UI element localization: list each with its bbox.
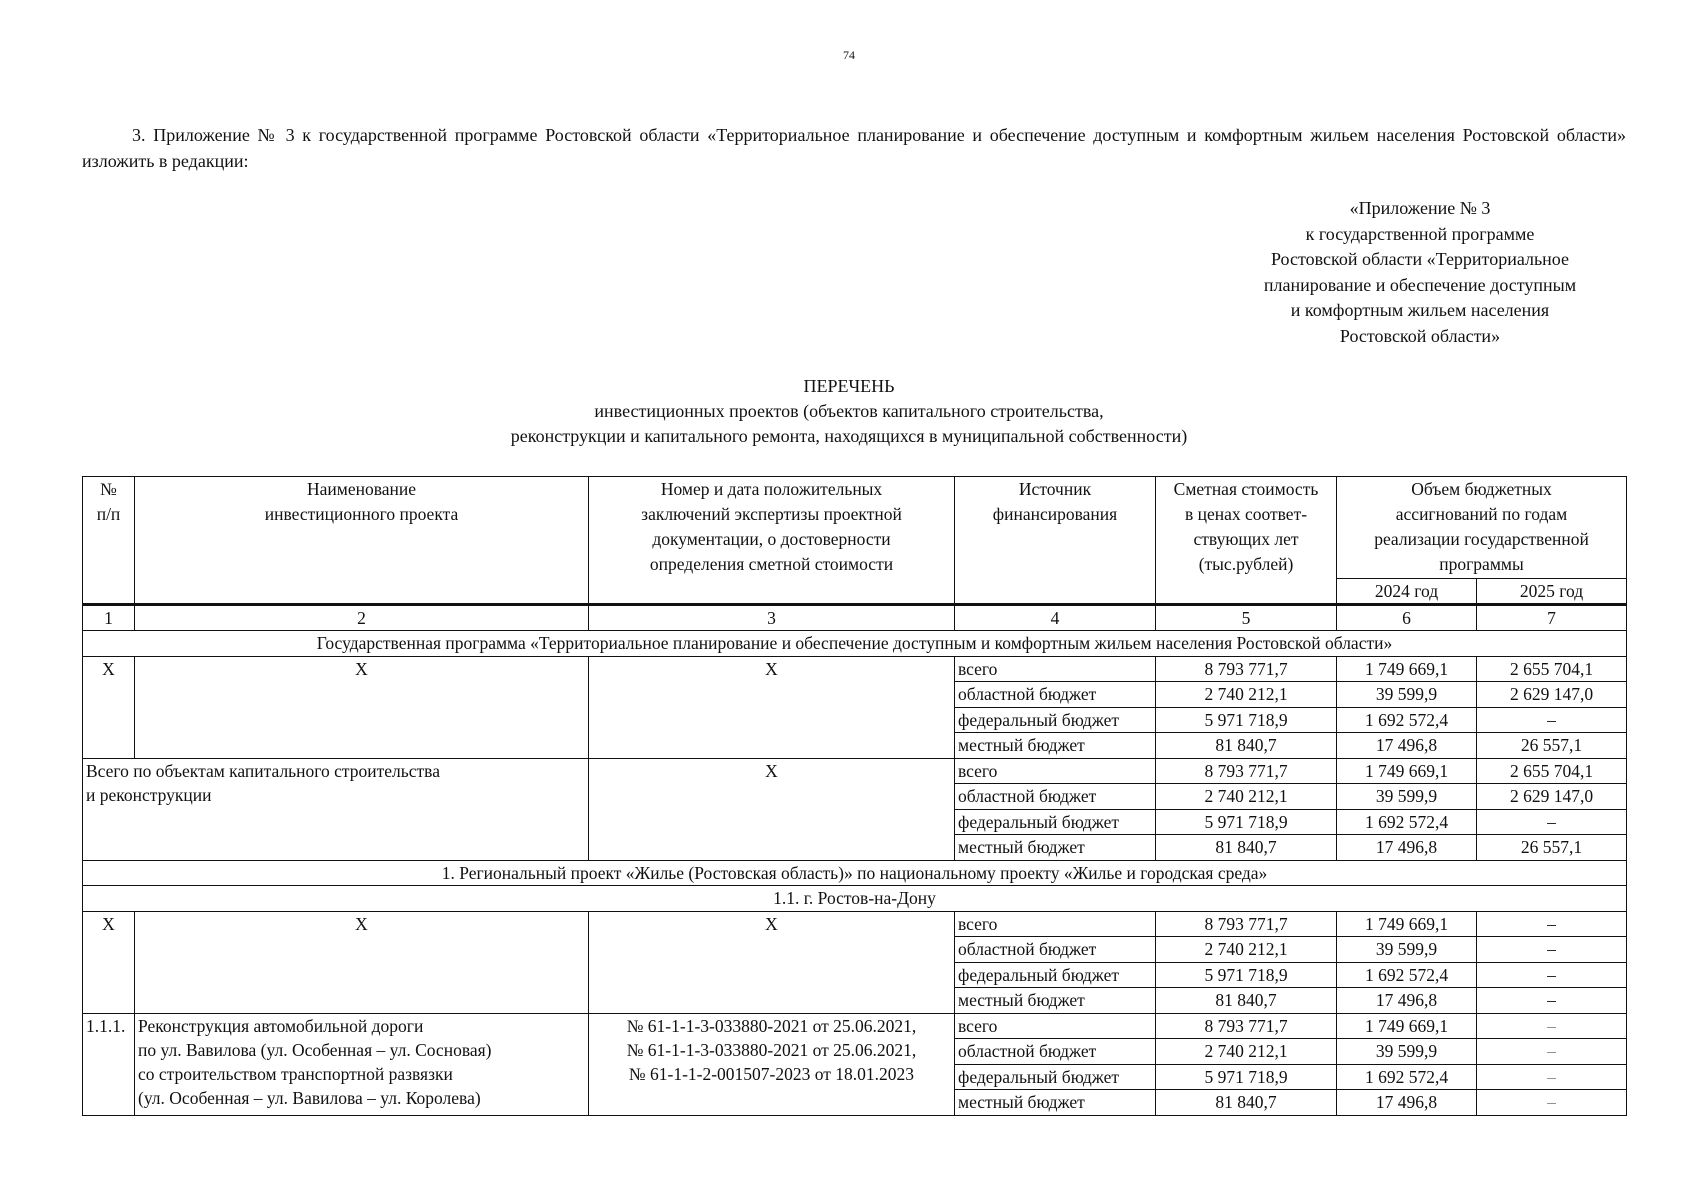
section-program: Государственная программа «Территориальное планирование и обеспечение доступным и комфортным жильем населения Ростовской области» [83,631,1627,657]
appendix-line: Ростовской области» [1339,325,1501,346]
header-number: № п/п [83,477,135,605]
y2025-cell: 26 557,1 [1477,835,1627,861]
source-cell: областной бюджет [955,682,1156,708]
y2025-cell: – [1477,911,1627,937]
cost-cell: 8 793 771,7 [1156,911,1337,937]
source-cell: федеральный бюджет [955,809,1156,835]
investment-projects-table [82,476,1627,1116]
project-name: Реконструкция автомобильной дороги по ул. Вавилова (ул. Особенная – ул. Сосновая) со строительством транспортной развязки (ул. Особенная – ул. Вавилова – ул. Королева) [135,1013,589,1115]
y2025-cell: – [1477,1064,1627,1090]
source-cell: областной бюджет [955,937,1156,963]
y2025-cell: 2 629 147,0 [1477,784,1627,810]
column-number: 7 [1477,605,1627,631]
y2024-cell: 39 599,9 [1337,937,1477,963]
appendix-line: и комфортным жильем населения [1290,300,1550,320]
x-mark: Х [589,911,955,1013]
x-mark: Х [135,911,589,1013]
y2025-cell: – [1477,988,1627,1014]
y2024-cell: 1 749 669,1 [1337,656,1477,682]
y2024-cell: 1 692 572,4 [1337,962,1477,988]
x-mark: Х [83,911,135,1013]
source-cell: местный бюджет [955,835,1156,861]
source-cell: областной бюджет [955,784,1156,810]
column-number: 4 [955,605,1156,631]
header-year-2025: 2025 год [1477,579,1627,605]
header-year-2024: 2024 год [1337,579,1477,605]
y2024-cell: 1 692 572,4 [1337,1064,1477,1090]
cost-cell: 2 740 212,1 [1156,682,1337,708]
heading-subtitle-1: инвестиционных проектов (объектов капитального строительства, [594,401,1104,421]
column-number: 3 [589,605,955,631]
y2024-cell: 17 496,8 [1337,835,1477,861]
y2024-cell: 1 692 572,4 [1337,809,1477,835]
y2025-cell: 26 557,1 [1477,733,1627,759]
source-cell: федеральный бюджет [955,1064,1156,1090]
column-number: 6 [1337,605,1477,631]
y2024-cell: 39 599,9 [1337,682,1477,708]
header-source: Источник финансирования [955,477,1156,605]
project-number: 1.1.1. [83,1013,135,1115]
y2025-cell: – [1477,809,1627,835]
page-number: 74 [843,48,855,62]
column-number: 2 [135,605,589,631]
column-number: 1 [83,605,135,631]
appendix-line: планирование и обеспечение доступным [1263,274,1577,295]
x-mark: Х [589,758,955,860]
source-cell: областной бюджет [955,1039,1156,1065]
y2025-cell: – [1477,707,1627,733]
appendix-line: «Приложение № 3 [1349,198,1491,218]
column-number: 5 [1156,605,1337,631]
y2024-cell: 1 692 572,4 [1337,707,1477,733]
heading-title: ПЕРЕЧЕНЬ [803,376,895,396]
header-budget-allocations: Объем бюджетных ассигнований по годам реализации государственной программы [1337,477,1627,579]
cost-cell: 81 840,7 [1156,1090,1337,1116]
source-cell: федеральный бюджет [955,707,1156,733]
y2024-cell: 17 496,8 [1337,1090,1477,1116]
cost-cell: 2 740 212,1 [1156,1039,1337,1065]
y2025-cell: 2 629 147,0 [1477,682,1627,708]
y2025-cell: – [1477,1013,1627,1039]
y2024-cell: 39 599,9 [1337,784,1477,810]
header-cost: Сметная стоимость в ценах соответ- ствующих лет (тыс.рублей) [1156,477,1337,605]
document-heading [0,374,1698,449]
source-cell: всего [955,1013,1156,1039]
cost-cell: 5 971 718,9 [1156,1064,1337,1090]
intro-paragraph: 3. Приложение № 3 к государственной программе Ростовской области «Территориальное планирование и обеспечение доступным и комфортным жильем населения Ростовской области» изложить в редакции: [82,125,1626,171]
appendix-line: к государственной программе [1305,223,1535,244]
cost-cell: 5 971 718,9 [1156,962,1337,988]
y2025-cell: 2 655 704,1 [1477,656,1627,682]
cost-cell: 5 971 718,9 [1156,809,1337,835]
section-city: 1.1. г. Ростов-на-Дону [83,886,1627,912]
project-expertise: № 61-1-1-3-033880-2021 от 25.06.2021, № 61-1-1-3-033880-2021 от 25.06.2021, № 61-1-1-2-001507-2023 от 18.01.2023 [589,1013,955,1115]
y2024-cell: 1 749 669,1 [1337,758,1477,784]
cost-cell: 8 793 771,7 [1156,758,1337,784]
y2025-cell: – [1477,1039,1627,1065]
section-regional-project: 1. Региональный проект «Жилье (Ростовская область)» по национальному проекту «Жилье и городская среда» [83,860,1627,886]
y2024-cell: 1 749 669,1 [1337,1013,1477,1039]
x-mark: Х [135,656,589,758]
y2024-cell: 17 496,8 [1337,733,1477,759]
source-cell: федеральный бюджет [955,962,1156,988]
cost-cell: 81 840,7 [1156,988,1337,1014]
source-cell: всего [955,911,1156,937]
cost-cell: 8 793 771,7 [1156,656,1337,682]
cost-cell: 2 740 212,1 [1156,784,1337,810]
source-cell: всего [955,656,1156,682]
heading-subtitle-2: реконструкции и капитального ремонта, находящихся в муниципальной собственности) [510,426,1188,446]
y2025-cell: – [1477,962,1627,988]
total-label: Всего по объектам капитального строительства и реконструкции [83,758,589,860]
header-expertise: Номер и дата положительных заключений экспертизы проектной документации, о достоверности определения сметной стоимости [589,477,955,605]
x-mark: Х [589,656,955,758]
y2025-cell: 2 655 704,1 [1477,758,1627,784]
cost-cell: 8 793 771,7 [1156,1013,1337,1039]
cost-cell: 5 971 718,9 [1156,707,1337,733]
y2024-cell: 1 749 669,1 [1337,911,1477,937]
cost-cell: 81 840,7 [1156,733,1337,759]
source-cell: всего [955,758,1156,784]
y2025-cell: – [1477,1090,1627,1116]
source-cell: местный бюджет [955,1090,1156,1116]
y2025-cell: – [1477,937,1627,963]
source-cell: местный бюджет [955,733,1156,759]
cost-cell: 2 740 212,1 [1156,937,1337,963]
appendix-note [1190,196,1650,349]
source-cell: местный бюджет [955,988,1156,1014]
y2024-cell: 17 496,8 [1337,988,1477,1014]
cost-cell: 81 840,7 [1156,835,1337,861]
y2024-cell: 39 599,9 [1337,1039,1477,1065]
x-mark: Х [83,656,135,758]
appendix-line: Ростовской области «Территориальное [1270,249,1570,269]
header-project-name: Наименование инвестиционного проекта [135,477,589,605]
